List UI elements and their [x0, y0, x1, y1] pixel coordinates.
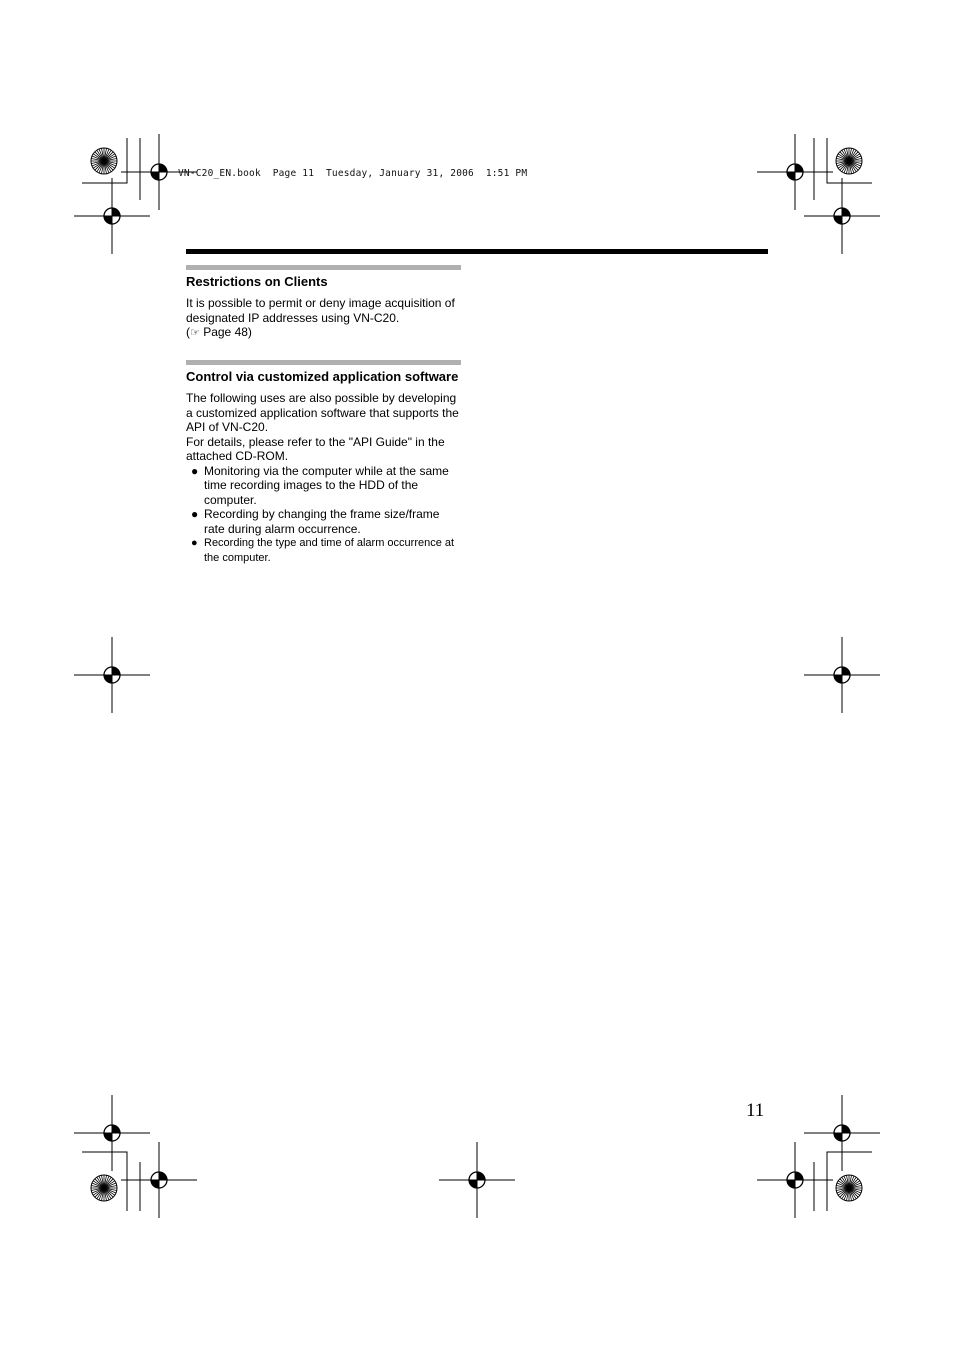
section-body [186, 296, 461, 341]
section-bar [186, 360, 461, 365]
list-item [186, 507, 461, 536]
bullet-icon: ● [191, 463, 199, 478]
registration-crosshair-icon [804, 1095, 880, 1171]
registration-crosshair-icon [74, 1095, 150, 1171]
registration-crosshair-icon [74, 178, 150, 254]
section-control-via-custom-software [186, 360, 461, 566]
reference-text: Page 48) [199, 325, 252, 339]
list-item [186, 536, 461, 566]
file-info-header: VN-C20_EN.book Page 11 Tuesday, January 31, 2006 1:51 PM [178, 168, 528, 179]
registration-crosshair-icon [439, 1142, 515, 1218]
registration-crosshair-icon [121, 1142, 197, 1218]
registration-starburst-icon [91, 148, 117, 174]
top-rule [186, 249, 768, 254]
registration-starburst-icon [91, 1175, 117, 1201]
registration-crosshair-icon [757, 134, 833, 210]
section-title: Control via customized application software [186, 369, 459, 384]
section-body [186, 391, 461, 566]
reference-pointing-hand-icon: ☞ [190, 326, 200, 339]
registration-crosshair-icon [804, 637, 880, 713]
registration-starburst-icon [836, 148, 862, 174]
bullet-icon: ● [191, 507, 199, 521]
registration-crosshair-icon [804, 178, 880, 254]
bullet-list [186, 464, 461, 567]
section-restrictions-on-clients [186, 265, 461, 341]
list-item [186, 464, 461, 508]
registration-crosshair-icon [74, 637, 150, 713]
list-item-text: Recording the type and time of alarm occurrence at the computer. [204, 537, 455, 564]
paragraph: The following uses are also possible by developing a customized application software that supports the API of VN-C20. [186, 391, 459, 434]
bullet-icon: ● [191, 537, 198, 549]
list-item-text: Recording by changing the frame size/frame rate during alarm occurrence. [204, 507, 440, 536]
registration-starburst-icon [836, 1175, 862, 1201]
section-bar [186, 265, 461, 270]
paragraph: It is possible to permit or deny image acquisition of designated IP addresses using VN-C20. [186, 296, 455, 325]
page-number: 11 [746, 1100, 765, 1121]
section-title: Restrictions on Clients [186, 274, 328, 289]
paragraph: For details, please refer to the "API Guide" in the attached CD-ROM. [186, 434, 445, 463]
page-reference [186, 325, 461, 341]
list-item-text: Monitoring via the computer while at the same time recording images to the HDD of the computer. [204, 463, 449, 507]
reference-open-paren: ( [186, 325, 190, 339]
registration-crosshair-icon [757, 1142, 833, 1218]
